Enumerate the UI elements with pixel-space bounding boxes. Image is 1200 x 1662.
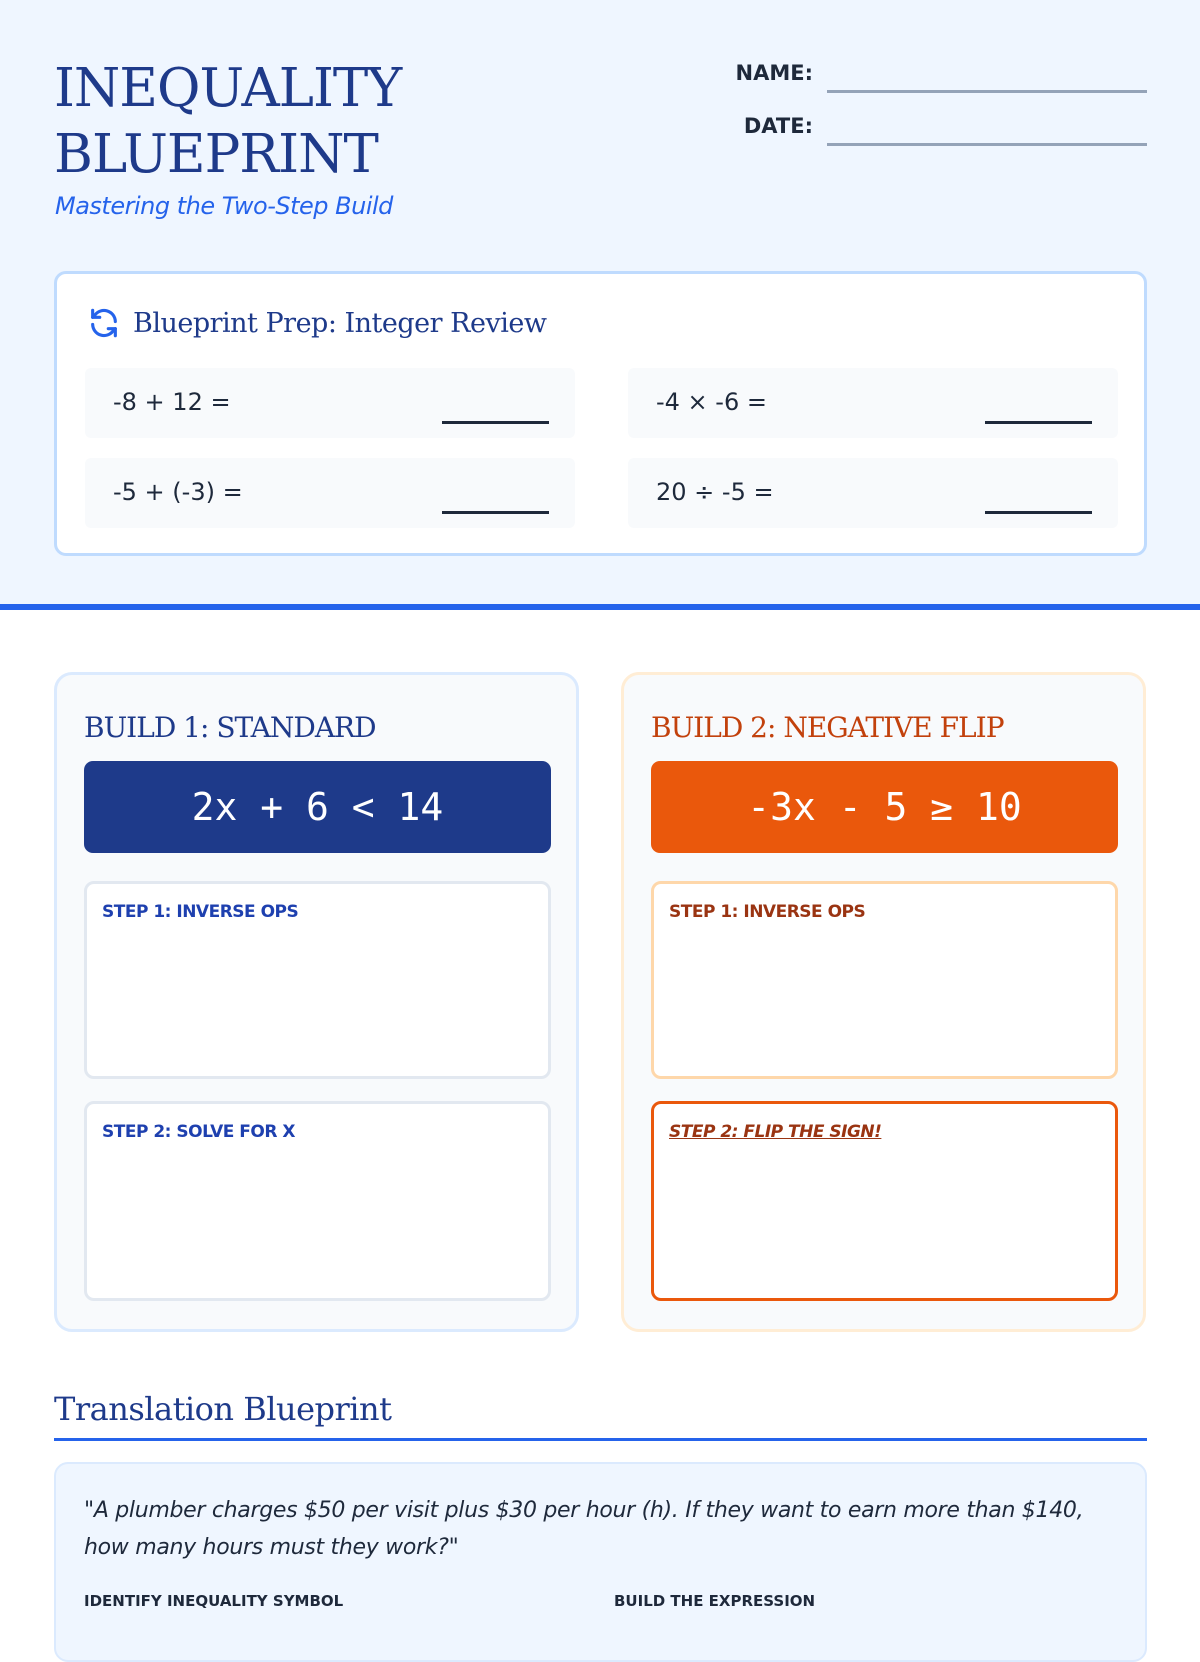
build-2-equation: -3x - 5 ≥ 10 [651, 761, 1118, 853]
build-1-equation: 2x + 6 < 14 [84, 761, 551, 853]
build-expression-label: BUILD THE EXPRESSION [614, 1592, 816, 1610]
build-1-title: BUILD 1: STANDARD [84, 711, 376, 744]
word-problem-card [54, 1462, 1147, 1662]
build-1-step-1-workspace[interactable] [84, 881, 551, 1079]
translation-section-title: Translation Blueprint [54, 1390, 392, 1428]
build-2-title: BUILD 2: NEGATIVE FLIP [651, 711, 1004, 744]
date-field[interactable] [827, 143, 1147, 146]
review-problem-text: 20 ÷ -5 = [656, 478, 774, 506]
step-label: STEP 1: INVERSE OPS [669, 902, 866, 922]
review-problem [628, 458, 1118, 528]
review-problem [85, 458, 575, 528]
title-line-2: BLUEPRINT [54, 124, 378, 185]
date-label: DATE: [743, 114, 813, 138]
review-problem-text: -5 + (-3) = [113, 478, 243, 506]
step-label: STEP 1: INVERSE OPS [102, 902, 299, 922]
build-1-card [54, 672, 579, 1332]
page-subtitle: Mastering the Two-Step Build [55, 192, 393, 220]
word-problem-text: "A plumber charges $50 per visit plus $30 per hour (h). If they want to earn more than $140, how many hours must they work?" [84, 1498, 1084, 1560]
answer-blank[interactable] [442, 511, 549, 514]
answer-blank[interactable] [985, 421, 1092, 424]
page-title [54, 56, 401, 188]
build-2-step-2-workspace[interactable] [651, 1101, 1118, 1301]
name-field[interactable] [827, 90, 1147, 93]
step-label: STEP 2: SOLVE FOR X [102, 1122, 295, 1142]
title-line-1: INEQUALITY [54, 58, 402, 119]
step-label: STEP 2: FLIP THE SIGN! [669, 1122, 882, 1142]
identify-symbol-label: IDENTIFY INEQUALITY SYMBOL [84, 1592, 344, 1610]
review-problem [85, 368, 575, 438]
build-2-step-1-workspace[interactable] [651, 881, 1118, 1079]
answer-blank[interactable] [442, 421, 549, 424]
build-1-step-2-workspace[interactable] [84, 1101, 551, 1301]
integer-review-header [87, 306, 546, 340]
answer-blank[interactable] [985, 511, 1092, 514]
integer-review-card [54, 271, 1147, 556]
refresh-icon [87, 306, 121, 340]
review-problem-text: -8 + 12 = [113, 388, 231, 416]
review-problem [628, 368, 1118, 438]
name-label: NAME: [735, 61, 813, 85]
integer-review-title: Blueprint Prep: Integer Review [133, 307, 547, 339]
review-problem-text: -4 × -6 = [656, 388, 767, 416]
section-divider [54, 1438, 1147, 1441]
build-2-card [621, 672, 1146, 1332]
